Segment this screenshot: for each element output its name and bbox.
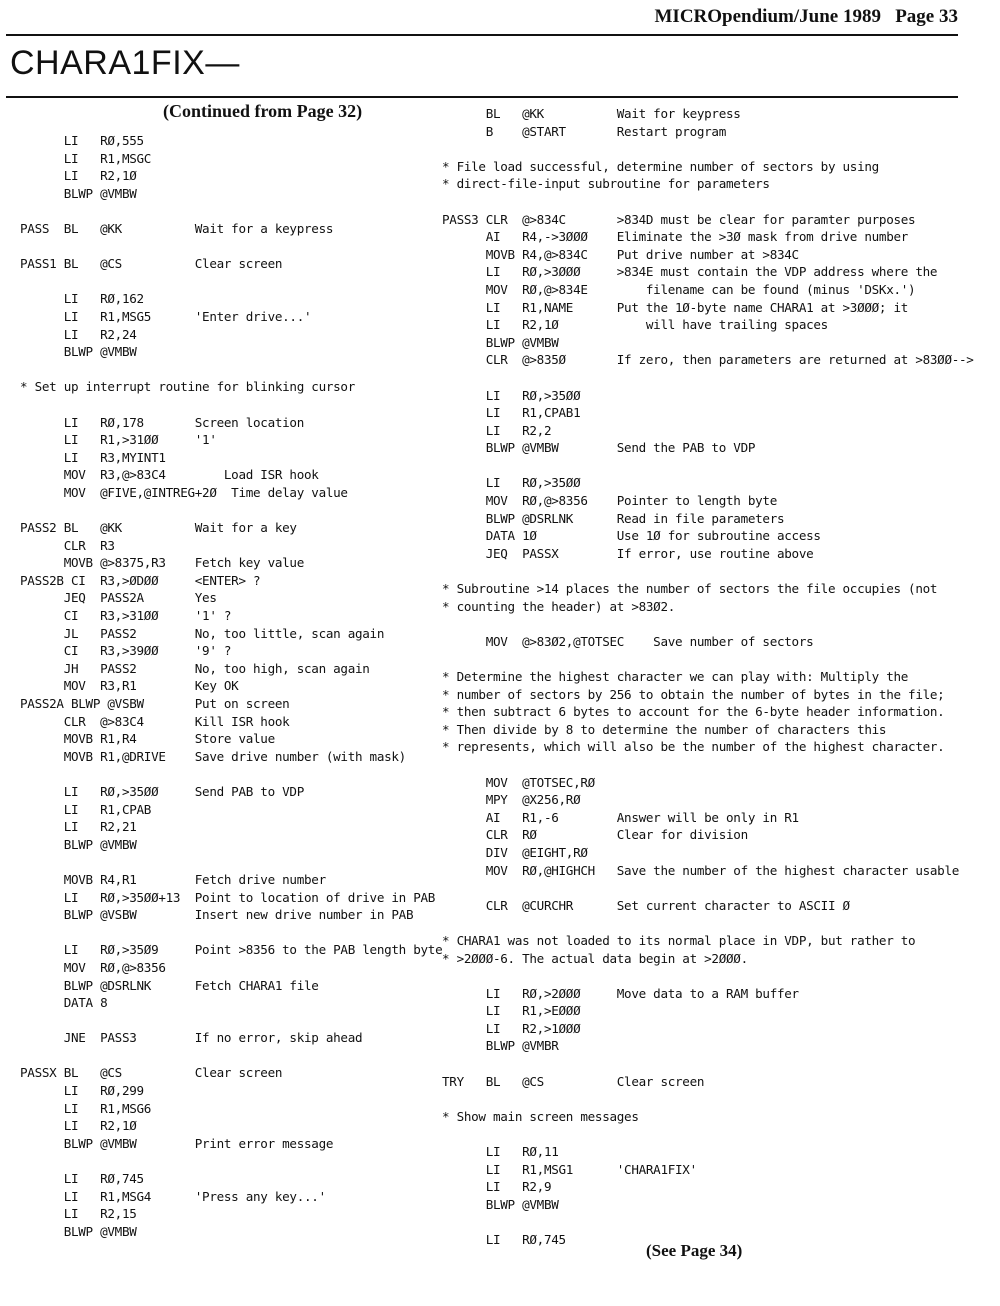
continued-note: (Continued from Page 32) [163, 101, 363, 121]
code-listing-right: BL @KK Wait for keypress B @START Restart program * File load successful, determine number of sectors by using * direct-file-input subroutine for parameters PASS3 CLR @>834C >834D must be clear for paramter purposes AI R4,->3ØØØ Eliminate the >3Ø mask from drive number MOVB R4,@>834C Put drive number at >834C LI RØ,>3ØØØ >834E must contain the VDP address where the MOV RØ,@>834E filename can be found (minus 'DSKx.') LI R1,NAME Put the 1Ø-byte name CHARA1 at >3ØØØ; it LI R2,1Ø will have trailing spaces BLWP @VMBW CLR @>835Ø If zero, then parameters are returned at >83ØØ--> LI RØ,>35ØØ LI R1,CPAB1 LI R2,2 BLWP @VMBW Send the PAB to VDP LI RØ,>35ØØ MOV RØ,@>8356 Pointer to length byte BLWP @DSRLNK Read in file parameters DATA 1Ø Use 1Ø for subroutine access JEQ PASSX If error, use routine above * Subroutine >14 places the number of sectors the file occupies (not * counting the header) at >83Ø2. MOV @>83Ø2,@TOTSEC Save number of sectors * Determine the highest character we can play with: Multiply the * number of sectors by 256 to obtain the number of bytes in the file; * then subtract 6 bytes to account for the 6-byte header information. * Then divide by 8 to determine the number of characters this * represents, which will also be the number of the highest character. MOV @TOTSEC,RØ MPY @X256,RØ AI R1,-6 Answer will be only in R1 CLR RØ Clear for division DIV @EIGHT,RØ MOV RØ,@HIGHCH Save the number of the highest character usable CLR @CURCHR Set current character to ASCII Ø * CHARA1 was not loaded to its normal place in VDP, but rather to * >2ØØØ-6. The actual data begin at >2ØØØ. LI RØ,>2ØØØ Move data to a RAM buffer LI R1,>EØØØ LI R2,>1ØØØ BLWP @VMBR TRY BL @CS Clear screen * Show main screen messages LI RØ,11 LI R1,MSG1 'CHARA1FIX' LI R2,9 BLWP @VMBW LI RØ,745 [442, 106, 974, 1247]
code-listing-left: LI RØ,555 LI R1,MSGC LI R2,1Ø BLWP @VMBW PASS BL @KK Wait for a keypress PASS1 BL @CS Clear screen LI RØ,162 LI R1,MSG5 'Enter drive...' LI R2,24 BLWP @VMBW * Set up interrupt routine for blinking cursor LI RØ,178 Screen location LI R1,>31ØØ '1' LI R3,MYINT1 MOV R3,@>83C4 Load ISR hook MOV @FIVE,@INTREG+2Ø Time delay value PASS2 BL @KK Wait for a key CLR R3 MOVB @>8375,R3 Fetch key value PASS2B CI R3,>ØDØØ <ENTER> ? JEQ PASS2A Yes CI R3,>31ØØ '1' ? JL PASS2 No, too little, scan again CI R3,>39ØØ '9' ? JH PASS2 No, too high, scan again MOV R3,R1 Key OK PASS2A BLWP @VSBW Put on screen CLR @>83C4 Kill ISR hook MOVB R1,R4 Store value MOVB R1,@DRIVE Save drive number (with mask) LI RØ,>35ØØ Send PAB to VDP LI R1,CPAB LI R2,21 BLWP @VMBW MOVB R4,R1 Fetch drive number LI RØ,>35ØØ+13 Point to location of drive in PAB BLWP @VSBW Insert new drive number in PAB LI RØ,>35Ø9 Point >8356 to the PAB length byte MOV RØ,@>8356 BLWP @DSRLNK Fetch CHARA1 file DATA 8 JNE PASS3 If no error, skip ahead PASSX BL @CS Clear screen LI RØ,299 LI R1,MSG6 LI R2,1Ø BLWP @VMBW Print error message LI RØ,745 LI R1,MSG4 'Press any key...' LI R2,15 BLWP @VMBW [20, 133, 443, 1239]
header-rule [6, 34, 958, 36]
running-head: MICROpendium/June 1989 Page 33 [654, 6, 958, 27]
see-page-note: (See Page 34) [646, 1241, 743, 1260]
title-rule [6, 96, 958, 98]
article-title: CHARA1FIX— [10, 44, 240, 82]
